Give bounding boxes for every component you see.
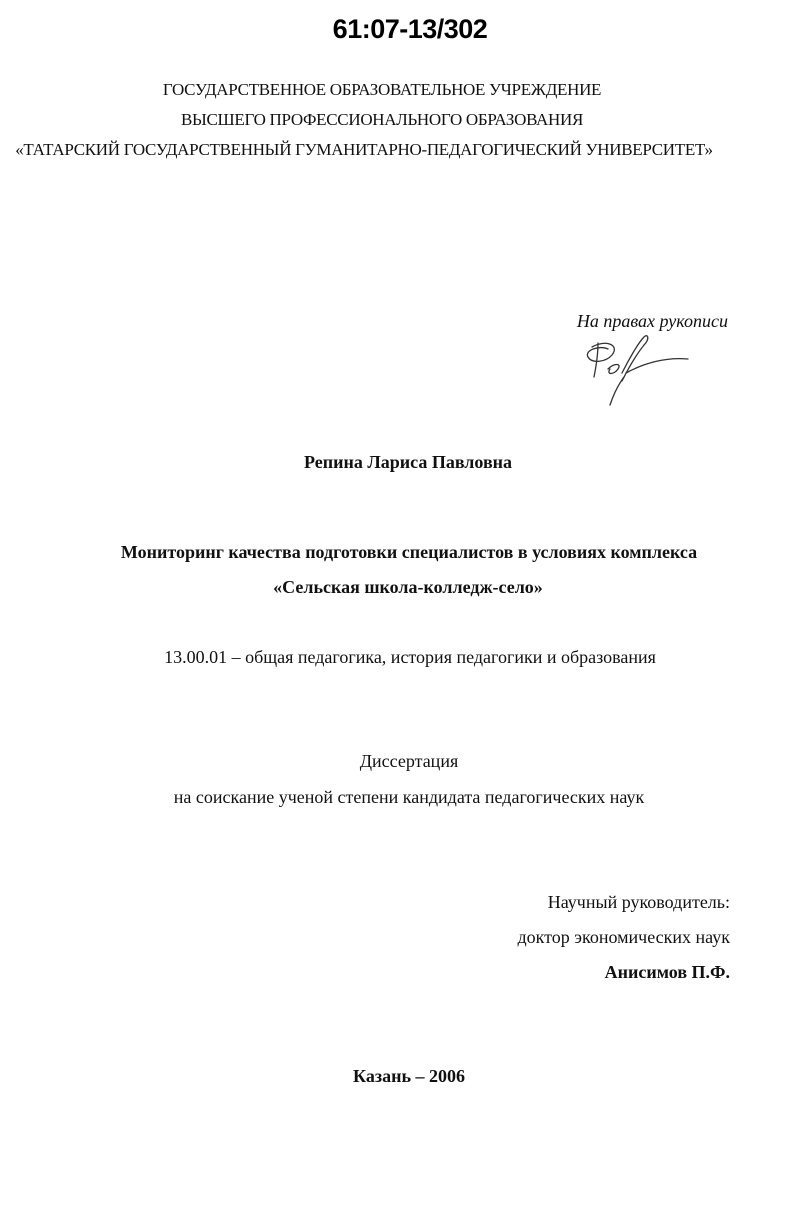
dissertation-title-line-1: Мониторинг качества подготовки специалистов в условиях комплекса [120, 542, 698, 562]
institution-line-1: ГОСУДАРСТВЕННОЕ ОБРАЗОВАТЕЛЬНОЕ УЧРЕЖДЕНИЕ [162, 80, 602, 99]
handwritten-signature [578, 333, 693, 408]
supervisor-name: Анисимов П.Ф. [604, 962, 730, 982]
supervisor-label: Научный руководитель: [547, 892, 730, 912]
author-name: Репина Лариса Павловна [303, 452, 513, 472]
dissertation-title-line-2: «Сельская школа-колледж-село» [273, 577, 543, 597]
place-year: Казань – 2006 [353, 1066, 465, 1086]
archive-code: 61:07-13/302 [332, 14, 488, 44]
manuscript-rights-note: На правах рукописи [576, 311, 728, 331]
specialty-code: 13.00.01 – общая педагогика, история педагогики и образования [164, 647, 656, 667]
document-type: Диссертация [359, 751, 459, 771]
institution-line-2: ВЫСШЕГО ПРОФЕССИОНАЛЬНОГО ОБРАЗОВАНИЯ [180, 110, 584, 129]
supervisor-degree: доктор экономических наук [517, 927, 730, 947]
degree-sought: на соискание ученой степени кандидата педагогических наук [173, 787, 645, 807]
institution-line-3: «ТАТАРСКИЙ ГОСУДАРСТВЕННЫЙ ГУМАНИТАРНО-ПЕДАГОГИЧЕСКИЙ УНИВЕРСИТЕТ» [15, 140, 713, 159]
